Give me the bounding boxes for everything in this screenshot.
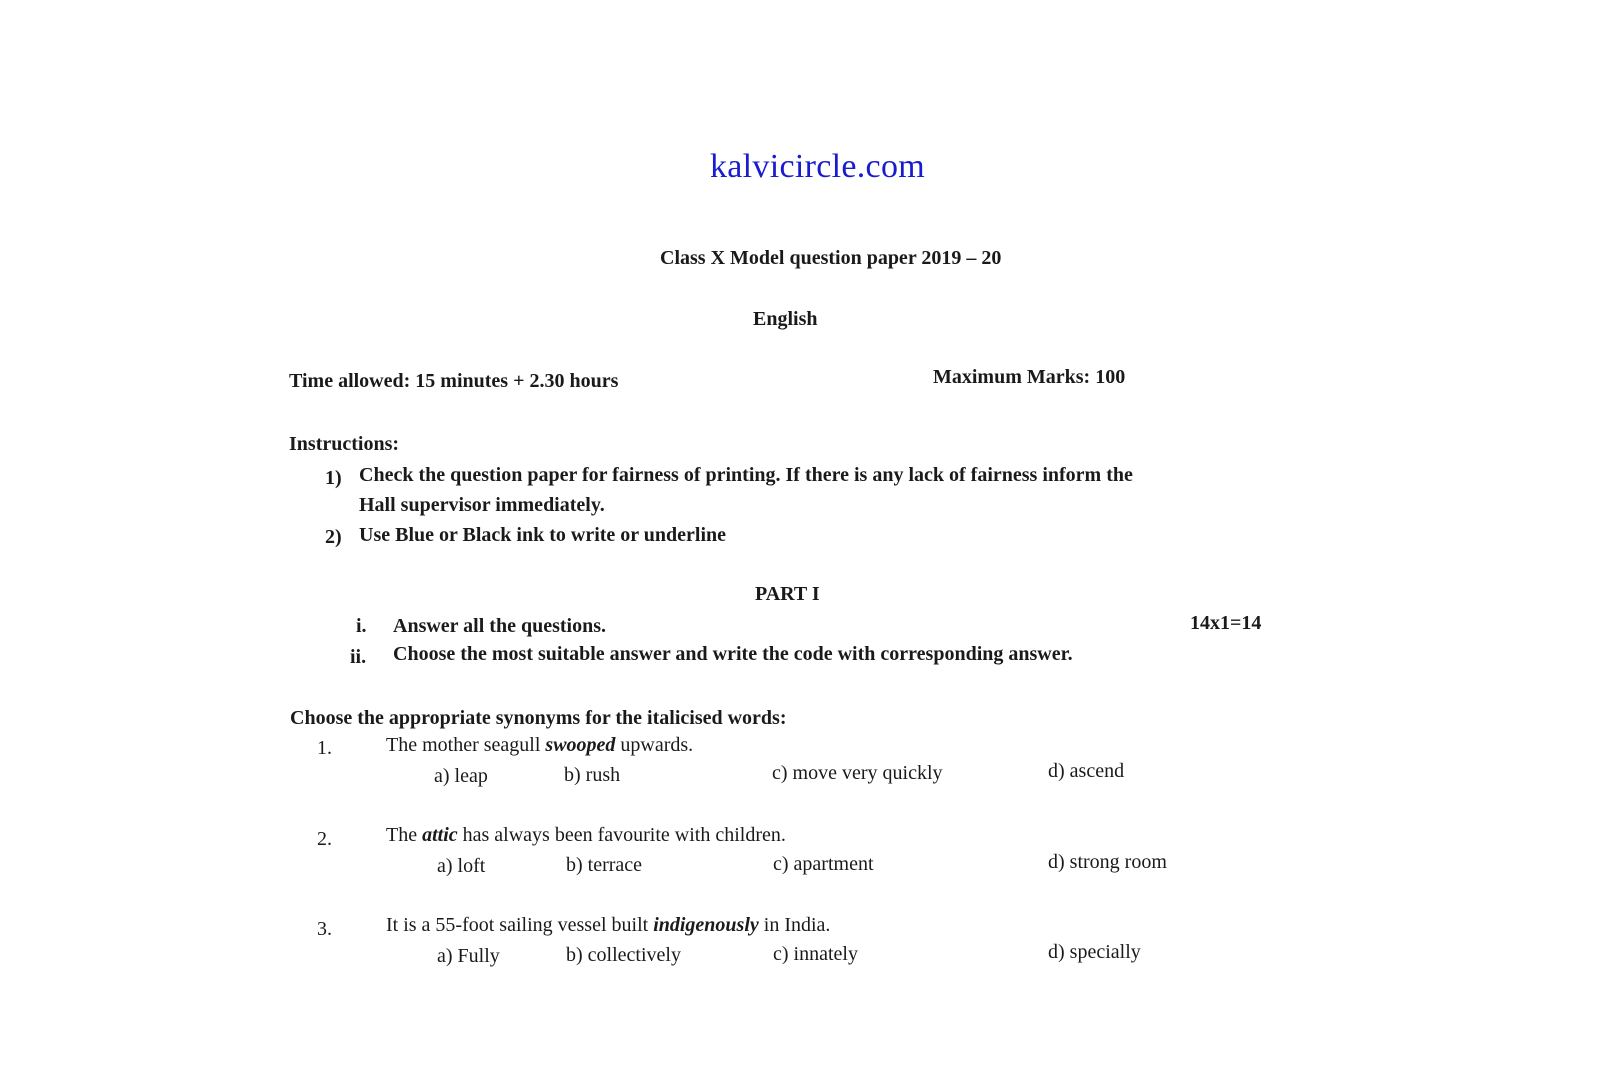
option-c: c) apartment [773, 853, 874, 875]
question-text-before: It is a 55-foot sailing vessel built [386, 914, 654, 936]
question-text-after: upwards. [615, 734, 694, 756]
option-c: c) innately [773, 943, 858, 965]
option-d: d) strong room [1048, 851, 1167, 873]
paper-title: Class X Model question paper 2019 – 20 [660, 247, 1002, 269]
question-number: 2. [317, 828, 332, 850]
part-heading: PART I [755, 583, 820, 605]
option-d: d) ascend [1048, 760, 1125, 782]
question-text-after: in India. [758, 914, 831, 936]
instruction-text-continued: Hall supervisor immediately. [359, 494, 605, 516]
subject-title: English [753, 308, 818, 330]
time-allowed: Time allowed: 15 minutes + 2.30 hours [289, 370, 619, 392]
option-a: a) Fully [437, 945, 500, 967]
maximum-marks: Maximum Marks: 100 [933, 366, 1126, 388]
question-text-before: The [386, 824, 423, 846]
instruction-number: 2) [325, 526, 342, 548]
section-heading: Choose the appropriate synonyms for the italicised words: [290, 707, 787, 729]
instruction-number: 1) [325, 467, 342, 489]
question-text [386, 914, 830, 937]
option-a: a) loft [437, 855, 486, 877]
option-b: b) rush [564, 764, 621, 786]
direction-text: Choose the most suitable answer and write the code with corresponding answer. [393, 643, 1073, 665]
question-text [386, 824, 786, 847]
instruction-text: Use Blue or Black ink to write or underline [359, 524, 727, 546]
question-number: 3. [317, 918, 332, 940]
question-text [386, 734, 693, 757]
option-b: b) terrace [566, 854, 643, 876]
part-marks: 14x1=14 [1190, 612, 1262, 634]
option-b: b) collectively [566, 944, 681, 966]
question-text-before: The mother seagull [386, 734, 546, 756]
italicised-word: attic [422, 824, 458, 846]
option-c: c) move very quickly [772, 762, 943, 784]
watermark-link[interactable]: kalvicircle.com [709, 148, 925, 185]
direction-number: ii. [350, 646, 367, 668]
italicised-word: indigenously [653, 914, 759, 936]
option-a: a) leap [434, 765, 488, 787]
instruction-text: Check the question paper for fairness of printing. If there is any lack of fairness inform the [359, 464, 1133, 486]
instructions-heading: Instructions: [289, 433, 400, 455]
option-d: d) specially [1048, 941, 1141, 963]
question-text-after: has always been favourite with children. [457, 824, 786, 846]
direction-number: i. [356, 615, 367, 637]
question-number: 1. [317, 737, 332, 759]
italicised-word: swooped [545, 734, 616, 756]
direction-text: Answer all the questions. [393, 615, 606, 637]
